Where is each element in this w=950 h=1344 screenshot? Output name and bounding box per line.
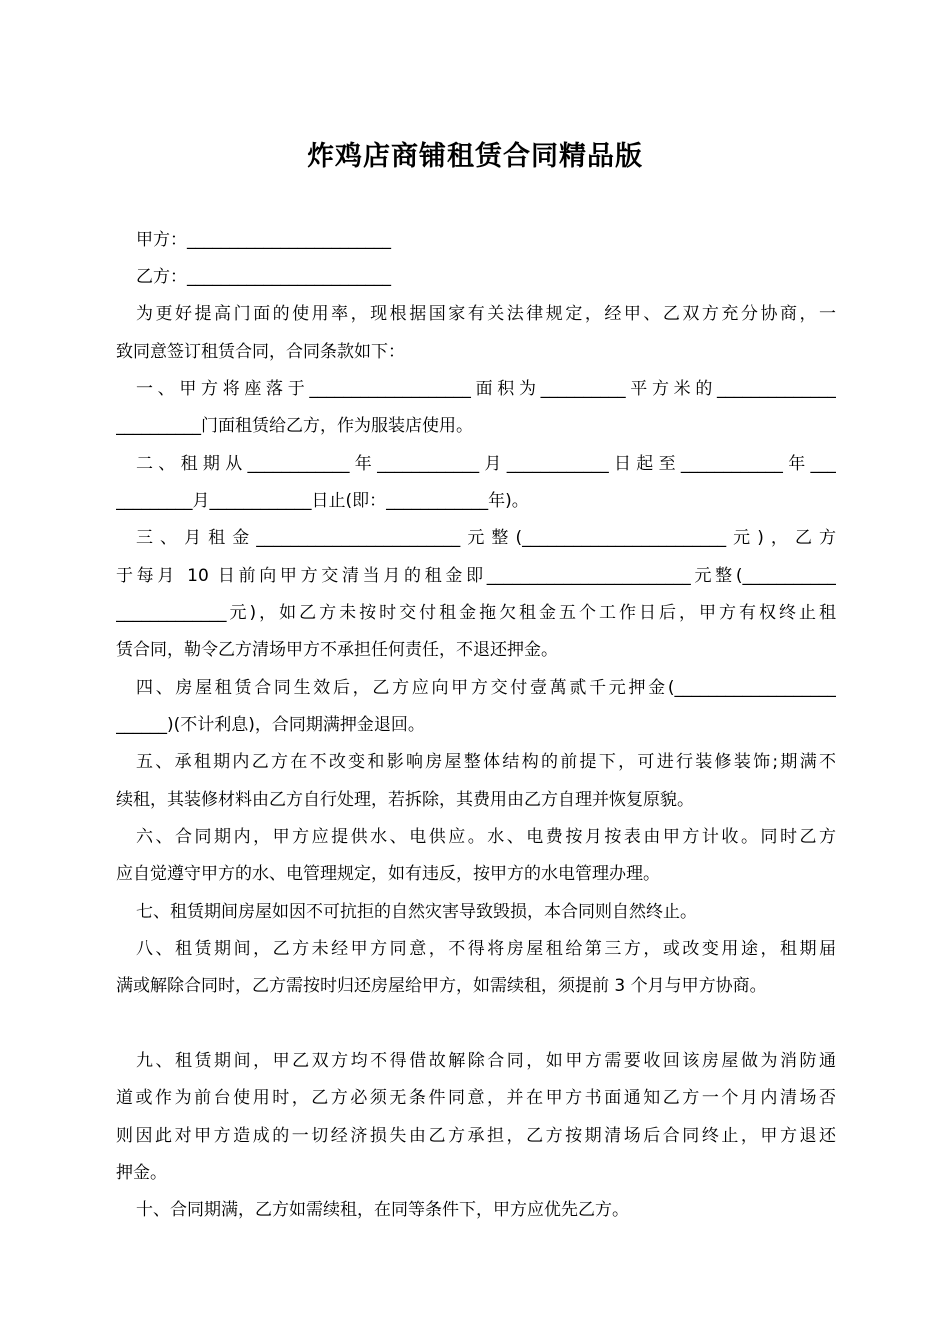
preamble-line-2: 致同意签订租赁合同，合同条款如下： <box>116 342 405 362</box>
clause-10-line-1: 十、合同期满，乙方如需续租，在同等条件下，甲方应优先乙方。 <box>136 1200 629 1220</box>
preamble-line-1: 为更好提高门面的使用率，现根据国家有关法律规定，经甲、乙双方充分协商，一 <box>136 304 836 324</box>
clause-5-line-2: 续租，其装修材料由乙方自行处理，若拆除，其费用由乙方自理并恢复原貌。 <box>116 790 694 810</box>
party-b-line: 乙方：________________________ <box>136 267 391 287</box>
clause-8-line-1: 八、租赁期间，乙方未经甲方同意，不得将房屋租给第三方，或改变用途，租期届 <box>136 939 836 959</box>
clause-3-line-4: 赁合同，勒令乙方清场甲方不承担任何责任，不退还押金。 <box>116 640 558 660</box>
clause-9-line-3: 则因此对甲方造成的一切经济损失由乙方承担，乙方按期清场后合同终止，甲方退还 <box>116 1126 836 1146</box>
clause-3-line-2: 于每月 10 日前向甲方交清当月的租金即________________________元整(___________ <box>116 566 836 586</box>
clause-4-line-2: ______)(不计利息)，合同期满押金退回。 <box>116 715 425 735</box>
clause-1-line-1: 一、甲方将座落于___________________面积为__________平方米的______________ <box>136 379 836 399</box>
party-a-line: 甲方：________________________ <box>136 230 391 250</box>
clause-3-line-1: 三、月租金________________________元整(________________________元)，乙方 <box>136 528 836 548</box>
clause-9-line-4: 押金。 <box>116 1163 167 1183</box>
clause-6-line-1: 六、合同期内，甲方应提供水、电供应。水、电费按月按表由甲方计收。同时乙方 <box>136 827 836 847</box>
clause-7-line-1: 七、租赁期间房屋如因不可抗拒的自然灾害导致毁损，本合同则自然终止。 <box>136 902 697 922</box>
clause-6-line-2: 应自觉遵守甲方的水、电管理规定，如有违反，按甲方的水电管理办理。 <box>116 864 660 884</box>
clause-2-line-2: _________月____________日止(即：____________年)。 <box>116 491 529 511</box>
clause-3-line-3: _____________元)，如乙方未按时交付租金拖欠租金五个工作日后，甲方有权终止租 <box>116 603 836 623</box>
clause-4-line-1: 四、房屋租赁合同生效后，乙方应向甲方交付壹萬贰千元押金(___________________ <box>136 678 836 698</box>
clause-2-line-1: 二、租期从____________年____________月____________日起至____________年___ <box>136 454 836 474</box>
clause-5-line-1: 五、承租期内乙方在不改变和影响房屋整体结构的前提下，可进行装修装饰;期满不 <box>136 752 836 772</box>
clause-8-line-2: 满或解除合同时，乙方需按时归还房屋给甲方，如需续租，须提前 3 个月与甲方协商。 <box>116 976 767 996</box>
document-title: 炸鸡店商铺租赁合同精品版 <box>307 141 643 172</box>
clause-9-line-2: 道或作为前台使用时，乙方必须无条件同意，并在甲方书面通知乙方一个月内清场否 <box>116 1088 836 1108</box>
clause-9-line-1: 九、租赁期间，甲乙双方均不得借故解除合同，如甲方需要收回该房屋做为消防通 <box>136 1051 836 1071</box>
clause-1-line-2: __________门面租赁给乙方，作为服装店使用。 <box>116 416 473 436</box>
